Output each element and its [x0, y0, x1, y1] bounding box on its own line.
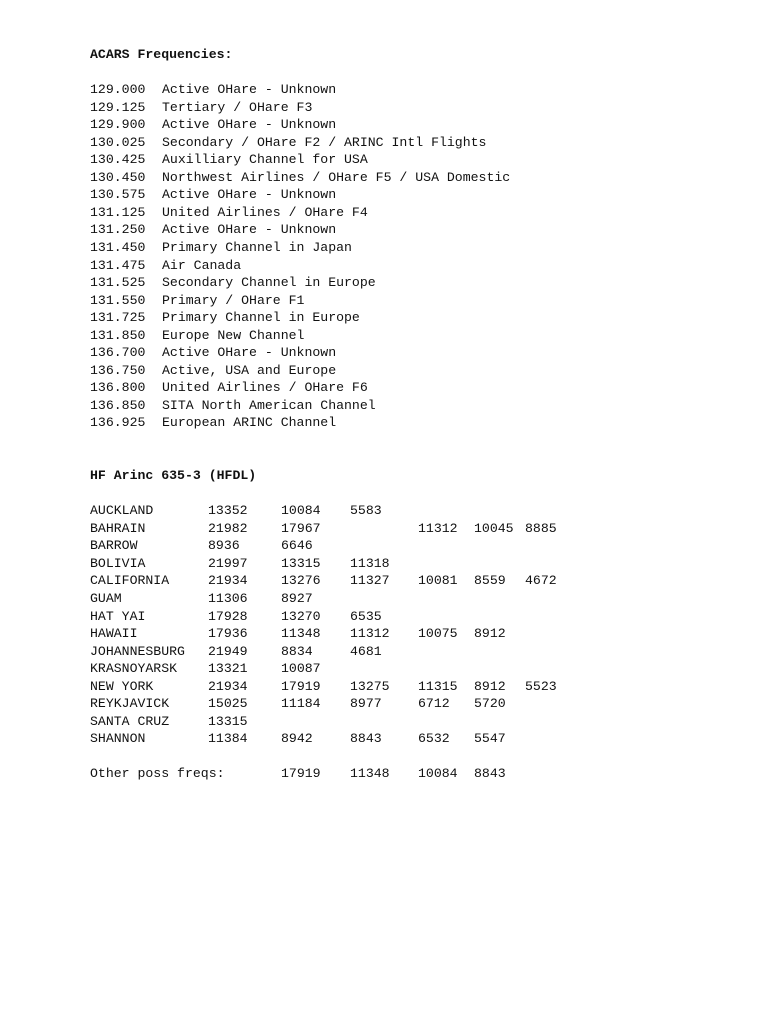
other-freq-2: 11348 [350, 766, 390, 782]
station-frequency: 11315 [418, 678, 458, 694]
acars-description: Active OHare - Unknown [162, 117, 337, 133]
station-frequency: 5720 [474, 696, 506, 712]
acars-frequency: 131.450 [90, 240, 146, 256]
acars-frequency: 136.800 [90, 380, 146, 396]
acars-row [90, 99, 750, 117]
acars-row [90, 134, 750, 152]
station-frequency: 11318 [350, 555, 390, 571]
station-frequency: 6532 [418, 731, 450, 747]
acars-description: United Airlines / OHare F6 [162, 380, 368, 396]
station-frequency: 21934 [208, 678, 248, 694]
station-frequency: 8885 [525, 520, 557, 536]
acars-frequency: 129.900 [90, 117, 146, 133]
acars-description: Tertiary / OHare F3 [162, 99, 313, 115]
other-freq-3: 10084 [418, 766, 458, 782]
station-frequency: 8927 [281, 590, 313, 606]
acars-frequency: 130.450 [90, 169, 146, 185]
station-frequency: 13275 [350, 678, 390, 694]
other-freqs-row [90, 765, 750, 783]
other-freq-1: 17919 [281, 766, 321, 782]
station-name: BARROW [90, 538, 138, 554]
acars-description: Air Canada [162, 257, 242, 273]
acars-frequency: 131.250 [90, 222, 146, 238]
station-frequency: 13270 [281, 608, 321, 624]
acars-row [90, 204, 750, 222]
spacer [90, 485, 750, 503]
station-frequency: 4681 [350, 643, 382, 659]
acars-description: Secondary Channel in Europe [162, 275, 376, 291]
table-row [90, 608, 750, 626]
station-frequency: 10084 [281, 503, 321, 519]
acars-frequency: 136.850 [90, 397, 146, 413]
station-frequency: 11348 [281, 626, 321, 642]
acars-frequency: 131.850 [90, 327, 146, 343]
station-frequency: 6646 [281, 538, 313, 554]
table-row [90, 678, 750, 696]
spacer [90, 64, 750, 82]
acars-row [90, 327, 750, 345]
station-frequency: 10087 [281, 661, 321, 677]
acars-frequency: 130.025 [90, 134, 146, 150]
acars-row [90, 292, 750, 310]
station-frequency: 8559 [474, 573, 506, 589]
acars-row [90, 344, 750, 362]
station-frequency: 11312 [350, 626, 390, 642]
hf-frequency-table [90, 502, 750, 748]
table-row [90, 730, 750, 748]
table-row [90, 695, 750, 713]
acars-row [90, 414, 750, 432]
table-row [90, 625, 750, 643]
station-frequency: 8977 [350, 696, 382, 712]
spacer [90, 432, 750, 467]
acars-row [90, 151, 750, 169]
station-frequency: 15025 [208, 696, 248, 712]
station-frequency: 10045 [474, 520, 514, 536]
station-frequency: 5547 [474, 731, 506, 747]
table-row [90, 502, 750, 520]
table-row [90, 555, 750, 573]
acars-frequency: 136.750 [90, 362, 146, 378]
acars-row [90, 239, 750, 257]
spacer [90, 748, 750, 766]
station-frequency: 21934 [208, 573, 248, 589]
station-frequency: 5583 [350, 503, 382, 519]
acars-description: Secondary / OHare F2 / ARINC Intl Flights [162, 134, 487, 150]
table-row [90, 520, 750, 538]
acars-description: European ARINC Channel [162, 415, 337, 431]
station-frequency: 17936 [208, 626, 248, 642]
acars-description: United Airlines / OHare F4 [162, 204, 368, 220]
station-name: CALIFORNIA [90, 573, 170, 589]
station-frequency: 17967 [281, 520, 321, 536]
station-frequency: 13321 [208, 661, 248, 677]
acars-row [90, 274, 750, 292]
acars-heading: ACARS Frequencies: [90, 47, 233, 62]
acars-row [90, 186, 750, 204]
acars-frequency: 129.000 [90, 82, 146, 98]
table-row [90, 660, 750, 678]
other-freq-4: 8843 [474, 766, 506, 782]
document-page [90, 46, 750, 783]
acars-frequency: 129.125 [90, 99, 146, 115]
table-row [90, 590, 750, 608]
station-frequency: 21997 [208, 555, 248, 571]
hf-heading: HF Arinc 635-3 (HFDL) [90, 468, 257, 484]
station-frequency: 10081 [418, 573, 458, 589]
acars-description: Active OHare - Unknown [162, 82, 337, 98]
station-frequency: 13276 [281, 573, 321, 589]
station-name: KRASNOYARSK [90, 661, 178, 677]
station-name: BAHRAIN [90, 520, 146, 536]
acars-description: Active OHare - Unknown [162, 187, 337, 203]
acars-frequency: 131.725 [90, 310, 146, 326]
acars-description: Active OHare - Unknown [162, 345, 337, 361]
acars-row [90, 397, 750, 415]
acars-row [90, 257, 750, 275]
acars-frequency: 131.525 [90, 275, 146, 291]
station-frequency: 11306 [208, 590, 248, 606]
station-frequency: 11184 [281, 696, 321, 712]
station-frequency: 11384 [208, 731, 248, 747]
table-row [90, 572, 750, 590]
acars-frequency-list [90, 81, 750, 432]
table-row [90, 537, 750, 555]
station-frequency: 6535 [350, 608, 382, 624]
station-frequency: 5523 [525, 678, 557, 694]
station-frequency: 8912 [474, 678, 506, 694]
station-frequency: 17928 [208, 608, 248, 624]
acars-row [90, 221, 750, 239]
station-name: JOHANNESBURG [90, 643, 185, 659]
acars-frequency: 130.575 [90, 187, 146, 203]
table-row [90, 643, 750, 661]
acars-description: Auxilliary Channel for USA [162, 152, 368, 168]
station-name: HAWAII [90, 626, 138, 642]
station-frequency: 4672 [525, 573, 557, 589]
station-frequency: 13352 [208, 503, 248, 519]
station-frequency: 11327 [350, 573, 390, 589]
station-name: AUCKLAND [90, 503, 154, 519]
station-name: BOLIVIA [90, 555, 146, 571]
table-row [90, 713, 750, 731]
acars-description: Active, USA and Europe [162, 362, 337, 378]
station-frequency: 10075 [418, 626, 458, 642]
acars-frequency: 131.550 [90, 292, 146, 308]
acars-row [90, 116, 750, 134]
acars-description: Primary / OHare F1 [162, 292, 305, 308]
acars-row [90, 379, 750, 397]
acars-description: Active OHare - Unknown [162, 222, 337, 238]
acars-frequency: 131.475 [90, 257, 146, 273]
acars-description: Europe New Channel [162, 327, 305, 343]
station-name: REYKJAVICK [90, 696, 170, 712]
acars-row [90, 169, 750, 187]
acars-frequency: 131.125 [90, 204, 146, 220]
acars-frequency: 130.425 [90, 152, 146, 168]
station-frequency: 6712 [418, 696, 450, 712]
station-frequency: 8942 [281, 731, 313, 747]
station-frequency: 11312 [418, 520, 458, 536]
acars-description: Northwest Airlines / OHare F5 / USA Domestic [162, 169, 511, 185]
station-frequency: 8843 [350, 731, 382, 747]
acars-row [90, 362, 750, 380]
station-name: HAT YAI [90, 608, 146, 624]
station-frequency: 8936 [208, 538, 240, 554]
station-frequency: 21949 [208, 643, 248, 659]
acars-frequency: 136.700 [90, 345, 146, 361]
station-name: SANTA CRUZ [90, 713, 170, 729]
acars-row [90, 309, 750, 327]
station-frequency: 8912 [474, 626, 506, 642]
station-name: SHANNON [90, 731, 146, 747]
station-name: GUAM [90, 590, 122, 606]
acars-row [90, 81, 750, 99]
acars-description: SITA North American Channel [162, 397, 376, 413]
acars-description: Primary Channel in Japan [162, 240, 352, 256]
station-name: NEW YORK [90, 678, 154, 694]
station-frequency: 17919 [281, 678, 321, 694]
station-frequency: 8834 [281, 643, 313, 659]
station-frequency: 13315 [208, 713, 248, 729]
other-freqs-label: Other poss freqs: [90, 766, 225, 782]
acars-frequency: 136.925 [90, 415, 146, 431]
station-frequency: 21982 [208, 520, 248, 536]
acars-description: Primary Channel in Europe [162, 310, 360, 326]
station-frequency: 13315 [281, 555, 321, 571]
